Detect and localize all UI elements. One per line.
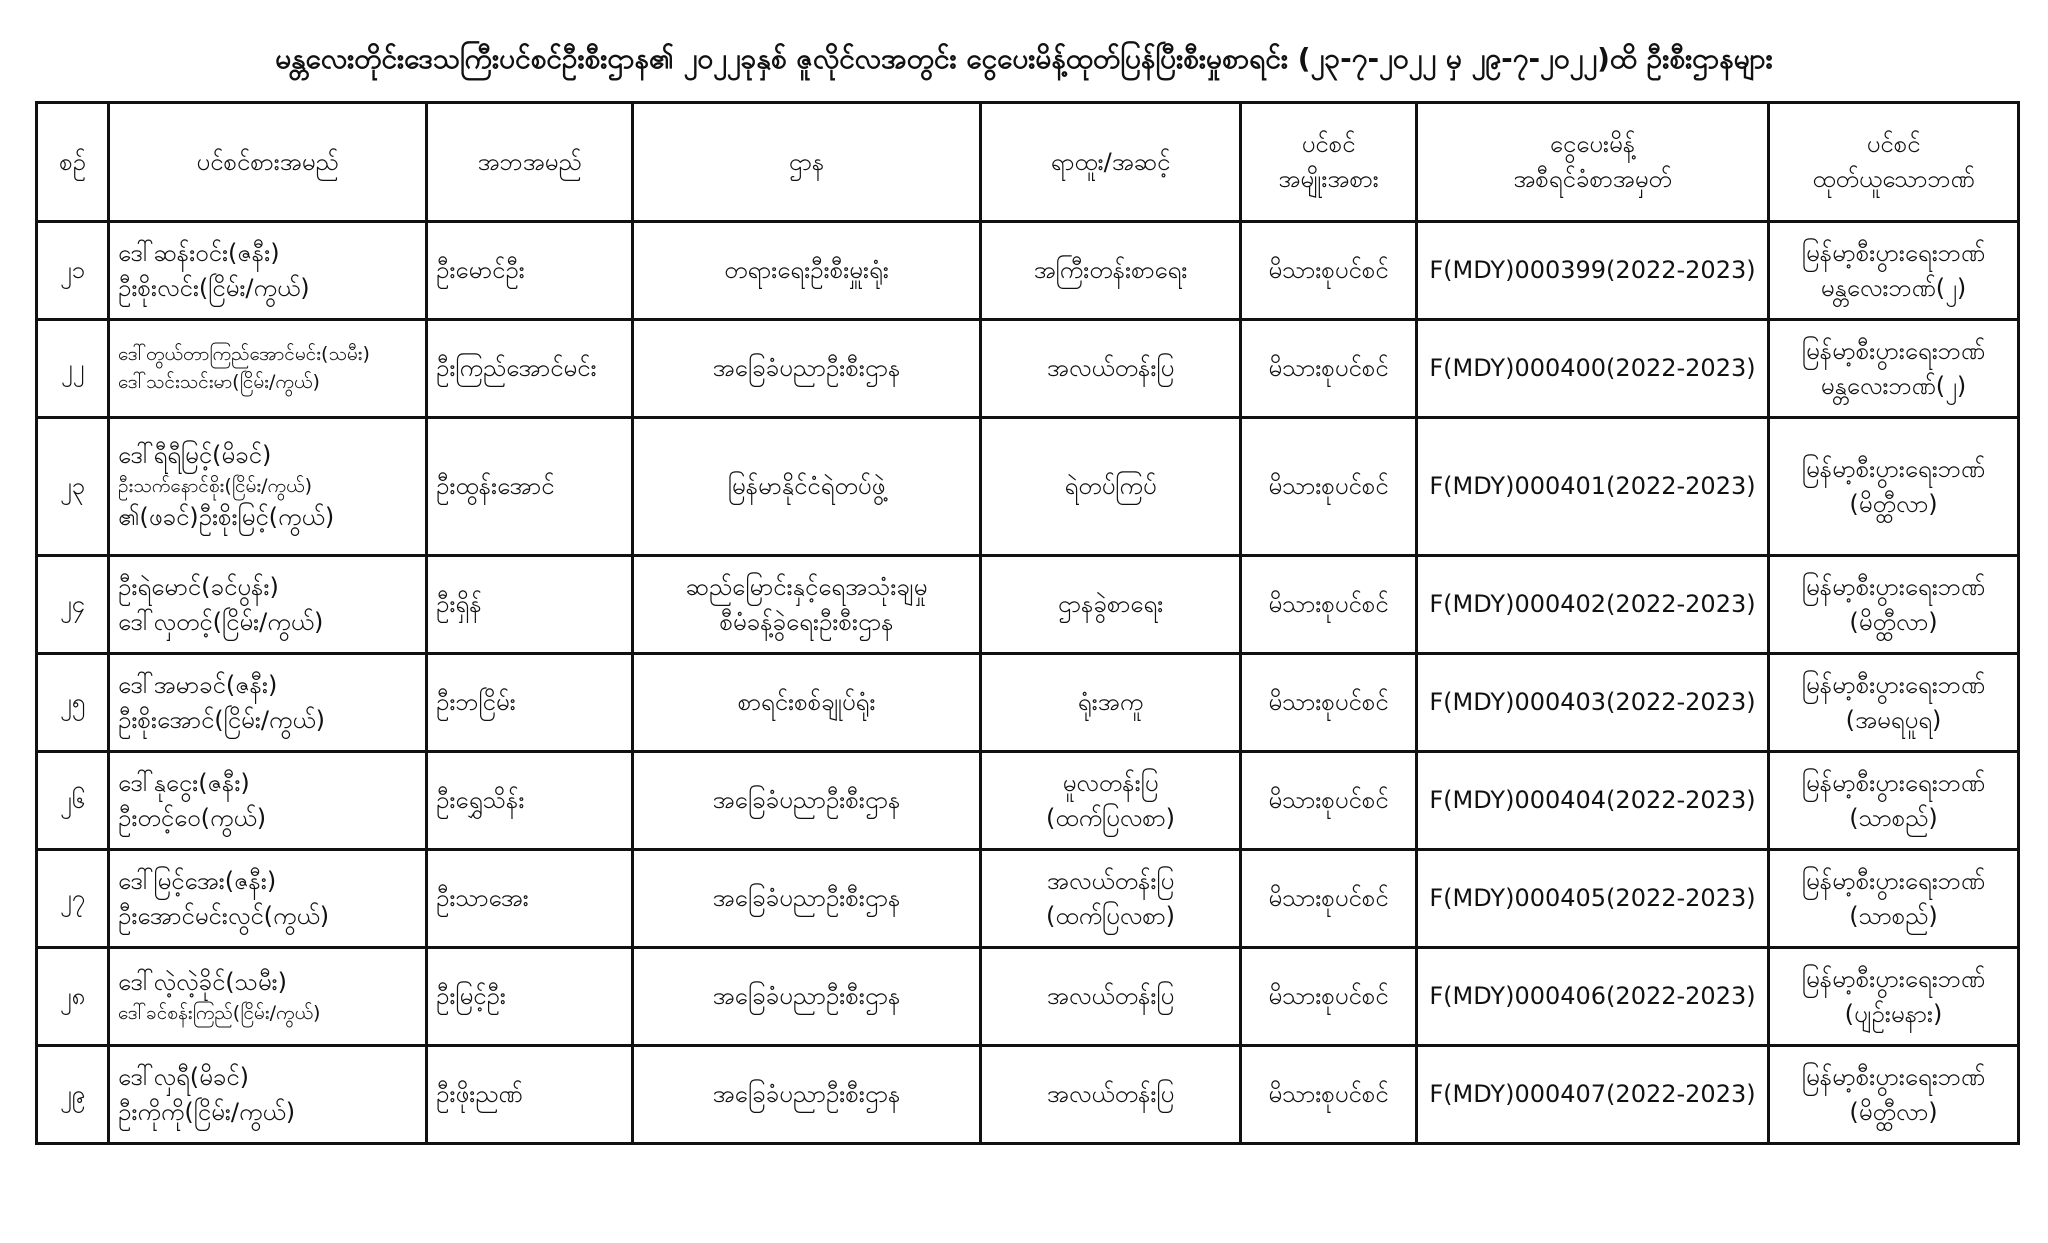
father-name: ဦးမောင်ဦး — [427, 222, 633, 320]
cell-line: မြန်မာ့စီးပွားရေးဘဏ် — [1801, 454, 1986, 483]
cell-line: (မိတ္ထီလာ) — [1849, 489, 1938, 518]
row-number: ၂၁ — [37, 222, 109, 320]
order-number: F(MDY)000401(2022-2023) — [1417, 418, 1769, 556]
rank — [981, 556, 1241, 654]
cell-line: ဦးအောင်မင်းလွင်(ကွယ်) — [118, 901, 330, 930]
cell-line: တရားရေးဦးစီးမှူးရုံး — [724, 256, 889, 285]
row-number: ၂၉ — [37, 1046, 109, 1144]
pensioner-name — [109, 418, 427, 556]
department — [633, 850, 981, 948]
cell-line: မူလတန်းပြ — [1062, 768, 1159, 797]
header-row — [37, 103, 2019, 222]
header-bank-line: ပင်စင် — [1866, 130, 1921, 159]
cell-line: (မိတ္ထီလာ) — [1849, 607, 1938, 636]
bank — [1769, 752, 2019, 850]
cell-line: ဒေါ်ခင်စန်းကြည်(ငြိမ်း/ကွယ်) — [118, 1002, 321, 1025]
header-pension-type — [1241, 103, 1417, 222]
table-row — [37, 1046, 2019, 1144]
row-number: ၂၅ — [37, 654, 109, 752]
bank — [1769, 320, 2019, 418]
cell-line: အခြေခံပညာဦးစီးဌာန — [712, 1080, 901, 1109]
header-order-no — [1417, 103, 1769, 222]
header-no: စဉ် — [37, 103, 109, 222]
rank — [981, 320, 1241, 418]
cell-line: ဦးကိုကို(ငြိမ်း/ကွယ်) — [118, 1097, 296, 1126]
pensioner-name — [109, 222, 427, 320]
cell-line: မြန်မာ့စီးပွားရေးဘဏ် — [1801, 964, 1986, 993]
table-row — [37, 850, 2019, 948]
cell-line: (မိတ္ထီလာ) — [1849, 1097, 1938, 1126]
pension-type: မိသားစုပင်စင် — [1241, 222, 1417, 320]
cell-line: မြန်မာ့စီးပွားရေးဘဏ် — [1801, 768, 1986, 797]
cell-line: အလယ်တန်းပြ — [1046, 354, 1175, 383]
cell-line: မြန်မာနိုင်ငံရဲတပ်ဖွဲ့ — [727, 472, 886, 501]
bank — [1769, 850, 2019, 948]
cell-line: ဌာနခွဲစာရေး — [1057, 590, 1164, 619]
order-number: F(MDY)000407(2022-2023) — [1417, 1046, 1769, 1144]
cell-line: စီမံခန့်ခွဲရေးဦးစီးဌာန — [719, 607, 894, 636]
pension-type: မိသားစုပင်စင် — [1241, 850, 1417, 948]
cell-line: ဒေါ်နုငွေး(ဇနီး) — [118, 768, 250, 797]
department — [633, 222, 981, 320]
cell-line: ဦးသက်နောင်စိုး(ငြိမ်း/ကွယ်) — [118, 474, 313, 497]
header-pension-type-line: အမျိုးအစား — [1278, 165, 1379, 193]
father-name: ဦးသာအေး — [427, 850, 633, 948]
father-name: ဦးကြည်အောင်မင်း — [427, 320, 633, 418]
pensioner-name — [109, 850, 427, 948]
rank — [981, 1046, 1241, 1144]
order-number: F(MDY)000400(2022-2023) — [1417, 320, 1769, 418]
pensioner-name — [109, 320, 427, 418]
cell-line: ဒေါ်လှတင့်(ငြိမ်း/ကွယ်) — [118, 607, 324, 636]
rank — [981, 418, 1241, 556]
order-number: F(MDY)000399(2022-2023) — [1417, 222, 1769, 320]
table-row — [37, 752, 2019, 850]
table-row — [37, 222, 2019, 320]
bank — [1769, 556, 2019, 654]
department — [633, 1046, 981, 1144]
header-father: အဘအမည် — [427, 103, 633, 222]
row-number: ၂၃ — [37, 418, 109, 556]
cell-line: (သာစည်) — [1849, 803, 1938, 832]
pension-type: မိသားစုပင်စင် — [1241, 1046, 1417, 1144]
row-number: ၂၈ — [37, 948, 109, 1046]
order-number: F(MDY)000404(2022-2023) — [1417, 752, 1769, 850]
pensioner-name — [109, 1046, 427, 1144]
cell-line: ရုံးအကူ — [1077, 688, 1144, 717]
cell-line: မြန်မာ့စီးပွားရေးဘဏ် — [1801, 1062, 1986, 1091]
pensioner-name — [109, 654, 427, 752]
father-name: ဦးရှိန် — [427, 556, 633, 654]
bank — [1769, 948, 2019, 1046]
bank — [1769, 1046, 2019, 1144]
cell-line: (ထက်ပြလစာ) — [1046, 901, 1175, 930]
father-name: ဦးဖိုးညဏ် — [427, 1046, 633, 1144]
rank — [981, 222, 1241, 320]
cell-line: မြန်မာ့စီးပွားရေးဘဏ် — [1801, 866, 1986, 895]
table-row — [37, 556, 2019, 654]
cell-line: မြန်မာ့စီးပွားရေးဘဏ် — [1801, 336, 1986, 365]
department — [633, 654, 981, 752]
page-title: မန္တလေးတိုင်းဒေသကြီးပင်စင်ဦးစီးဌာန၏ ၂၀၂၂ခုနှစ် ဇူလိုင်လအတွင်း ငွေပေးမိန့်ထုတ်ပြန်ပြီးစီးမှုစာရင်း (၂၃-၇-၂၀၂၂ မှ ၂၉-၇-၂၀၂၂)ထိ ဦးစီးဌာနများ — [275, 42, 1773, 75]
cell-line: (ထက်ပြလစာ) — [1046, 803, 1175, 832]
cell-line: အလယ်တန်းပြ — [1046, 866, 1175, 895]
rank — [981, 948, 1241, 1046]
cell-line: ဒေါ်လှရီ(မိခင်) — [118, 1062, 249, 1091]
table-row — [37, 418, 2019, 556]
rank — [981, 654, 1241, 752]
rank — [981, 850, 1241, 948]
order-number: F(MDY)000403(2022-2023) — [1417, 654, 1769, 752]
header-department: ဌာန — [633, 103, 981, 222]
bank — [1769, 654, 2019, 752]
cell-line: မန္တလေးဘဏ်(၂) — [1820, 371, 1967, 400]
row-number: ၂၂ — [37, 320, 109, 418]
bank — [1769, 418, 2019, 556]
pension-table — [35, 101, 2020, 1145]
cell-line: ဦးရဲမောင်(ခင်ပွန်း) — [118, 572, 279, 601]
order-number: F(MDY)000406(2022-2023) — [1417, 948, 1769, 1046]
table-row — [37, 320, 2019, 418]
cell-line: ၏(ဖခင်)ဦးစိုးမြင့်(ကွယ်) — [118, 503, 335, 532]
father-name: ဦးထွန်းအောင် — [427, 418, 633, 556]
cell-line: ဒေါ်အမာခင်(ဇနီး) — [118, 670, 278, 699]
pensioner-name — [109, 752, 427, 850]
header-bank — [1769, 103, 2019, 222]
department — [633, 556, 981, 654]
cell-line: အလယ်တန်းပြ — [1046, 982, 1175, 1011]
row-number: ၂၆ — [37, 752, 109, 850]
cell-line: (ပျဉ်းမနား) — [1844, 999, 1943, 1028]
cell-line: အကြီးတန်းစာရေး — [1033, 256, 1188, 285]
cell-line: အလယ်တန်းပြ — [1046, 1080, 1175, 1109]
header-rank: ရာထူး/အဆင့် — [981, 103, 1241, 222]
header-pension-type-line: ပင်စင် — [1301, 130, 1356, 159]
row-number: ၂၇ — [37, 850, 109, 948]
department — [633, 752, 981, 850]
row-number: ၂၄ — [37, 556, 109, 654]
cell-line: (သာစည်) — [1849, 901, 1938, 930]
header-bank-line: ထုတ်ယူသောဘဏ် — [1812, 165, 1975, 193]
cell-line: ဦးစိုးလင်း(ငြိမ်း/ကွယ်) — [118, 273, 310, 302]
header-order-no-line: အစီရင်ခံစာအမှတ် — [1513, 165, 1672, 193]
header-pensioner: ပင်စင်စားအမည် — [109, 103, 427, 222]
cell-line: ရဲတပ်ကြပ် — [1064, 472, 1157, 501]
cell-line: ဦးတင့်ဝေ(ကွယ်) — [118, 803, 267, 832]
pension-type: မိသားစုပင်စင် — [1241, 320, 1417, 418]
cell-line: ဒေါ်သင်းသင်းမာ(ငြိမ်း/ကွယ်) — [118, 370, 320, 393]
father-name: ဦးဘငြိမ်း — [427, 654, 633, 752]
pension-type: မိသားစုပင်စင် — [1241, 654, 1417, 752]
cell-line: စာရင်းစစ်ချုပ်ရုံး — [737, 688, 876, 717]
cell-line: မြန်မာ့စီးပွားရေးဘဏ် — [1801, 572, 1986, 601]
cell-line: ဒေါ်လဲ့လဲ့ခိုင်(သမီး) — [118, 968, 287, 997]
cell-line: အခြေခံပညာဦးစီးဌာန — [712, 982, 901, 1011]
department — [633, 418, 981, 556]
cell-line: မန္တလေးဘဏ်(၂) — [1820, 273, 1967, 302]
bank — [1769, 222, 2019, 320]
order-number: F(MDY)000402(2022-2023) — [1417, 556, 1769, 654]
cell-line: အခြေခံပညာဦးစီးဌာန — [712, 354, 901, 383]
pension-type: မိသားစုပင်စင် — [1241, 556, 1417, 654]
cell-line: အခြေခံပညာဦးစီးဌာန — [712, 786, 901, 815]
pension-type: မိသားစုပင်စင် — [1241, 418, 1417, 556]
department — [633, 320, 981, 418]
pension-type: မိသားစုပင်စင် — [1241, 948, 1417, 1046]
table-row — [37, 948, 2019, 1046]
cell-line: ဦးစိုးအောင်(ငြိမ်း/ကွယ်) — [118, 705, 326, 734]
cell-line: မြန်မာ့စီးပွားရေးဘဏ် — [1801, 238, 1986, 267]
table-row — [37, 654, 2019, 752]
order-number: F(MDY)000405(2022-2023) — [1417, 850, 1769, 948]
cell-line: ဒေါ်ရီရီမြင့်(မိခင်) — [118, 440, 272, 469]
header-order-no-line: ငွေပေးမိန့် — [1549, 130, 1636, 159]
pensioner-name — [109, 948, 427, 1046]
cell-line: ဒေါ်ဆန်းဝင်း(ဇနီး) — [118, 238, 280, 267]
rank — [981, 752, 1241, 850]
father-name: ဦးရွှေသိန်း — [427, 752, 633, 850]
father-name: ဦးမြင့်ဦး — [427, 948, 633, 1046]
cell-line: ဒေါ်တွယ်တာကြည်အောင်မင်း(သမီး) — [118, 342, 370, 365]
cell-line: မြန်မာ့စီးပွားရေးဘဏ် — [1801, 670, 1986, 699]
pensioner-name — [109, 556, 427, 654]
cell-line: ဆည်မြောင်းနှင့်ရေအသုံးချမှု — [685, 572, 928, 601]
cell-line: ဒေါ်မြင့်အေး(ဇနီး) — [118, 866, 277, 895]
department — [633, 948, 981, 1046]
cell-line: (အမရပူရ) — [1845, 705, 1942, 734]
cell-line: အခြေခံပညာဦးစီးဌာန — [712, 884, 901, 913]
pension-type: မိသားစုပင်စင် — [1241, 752, 1417, 850]
